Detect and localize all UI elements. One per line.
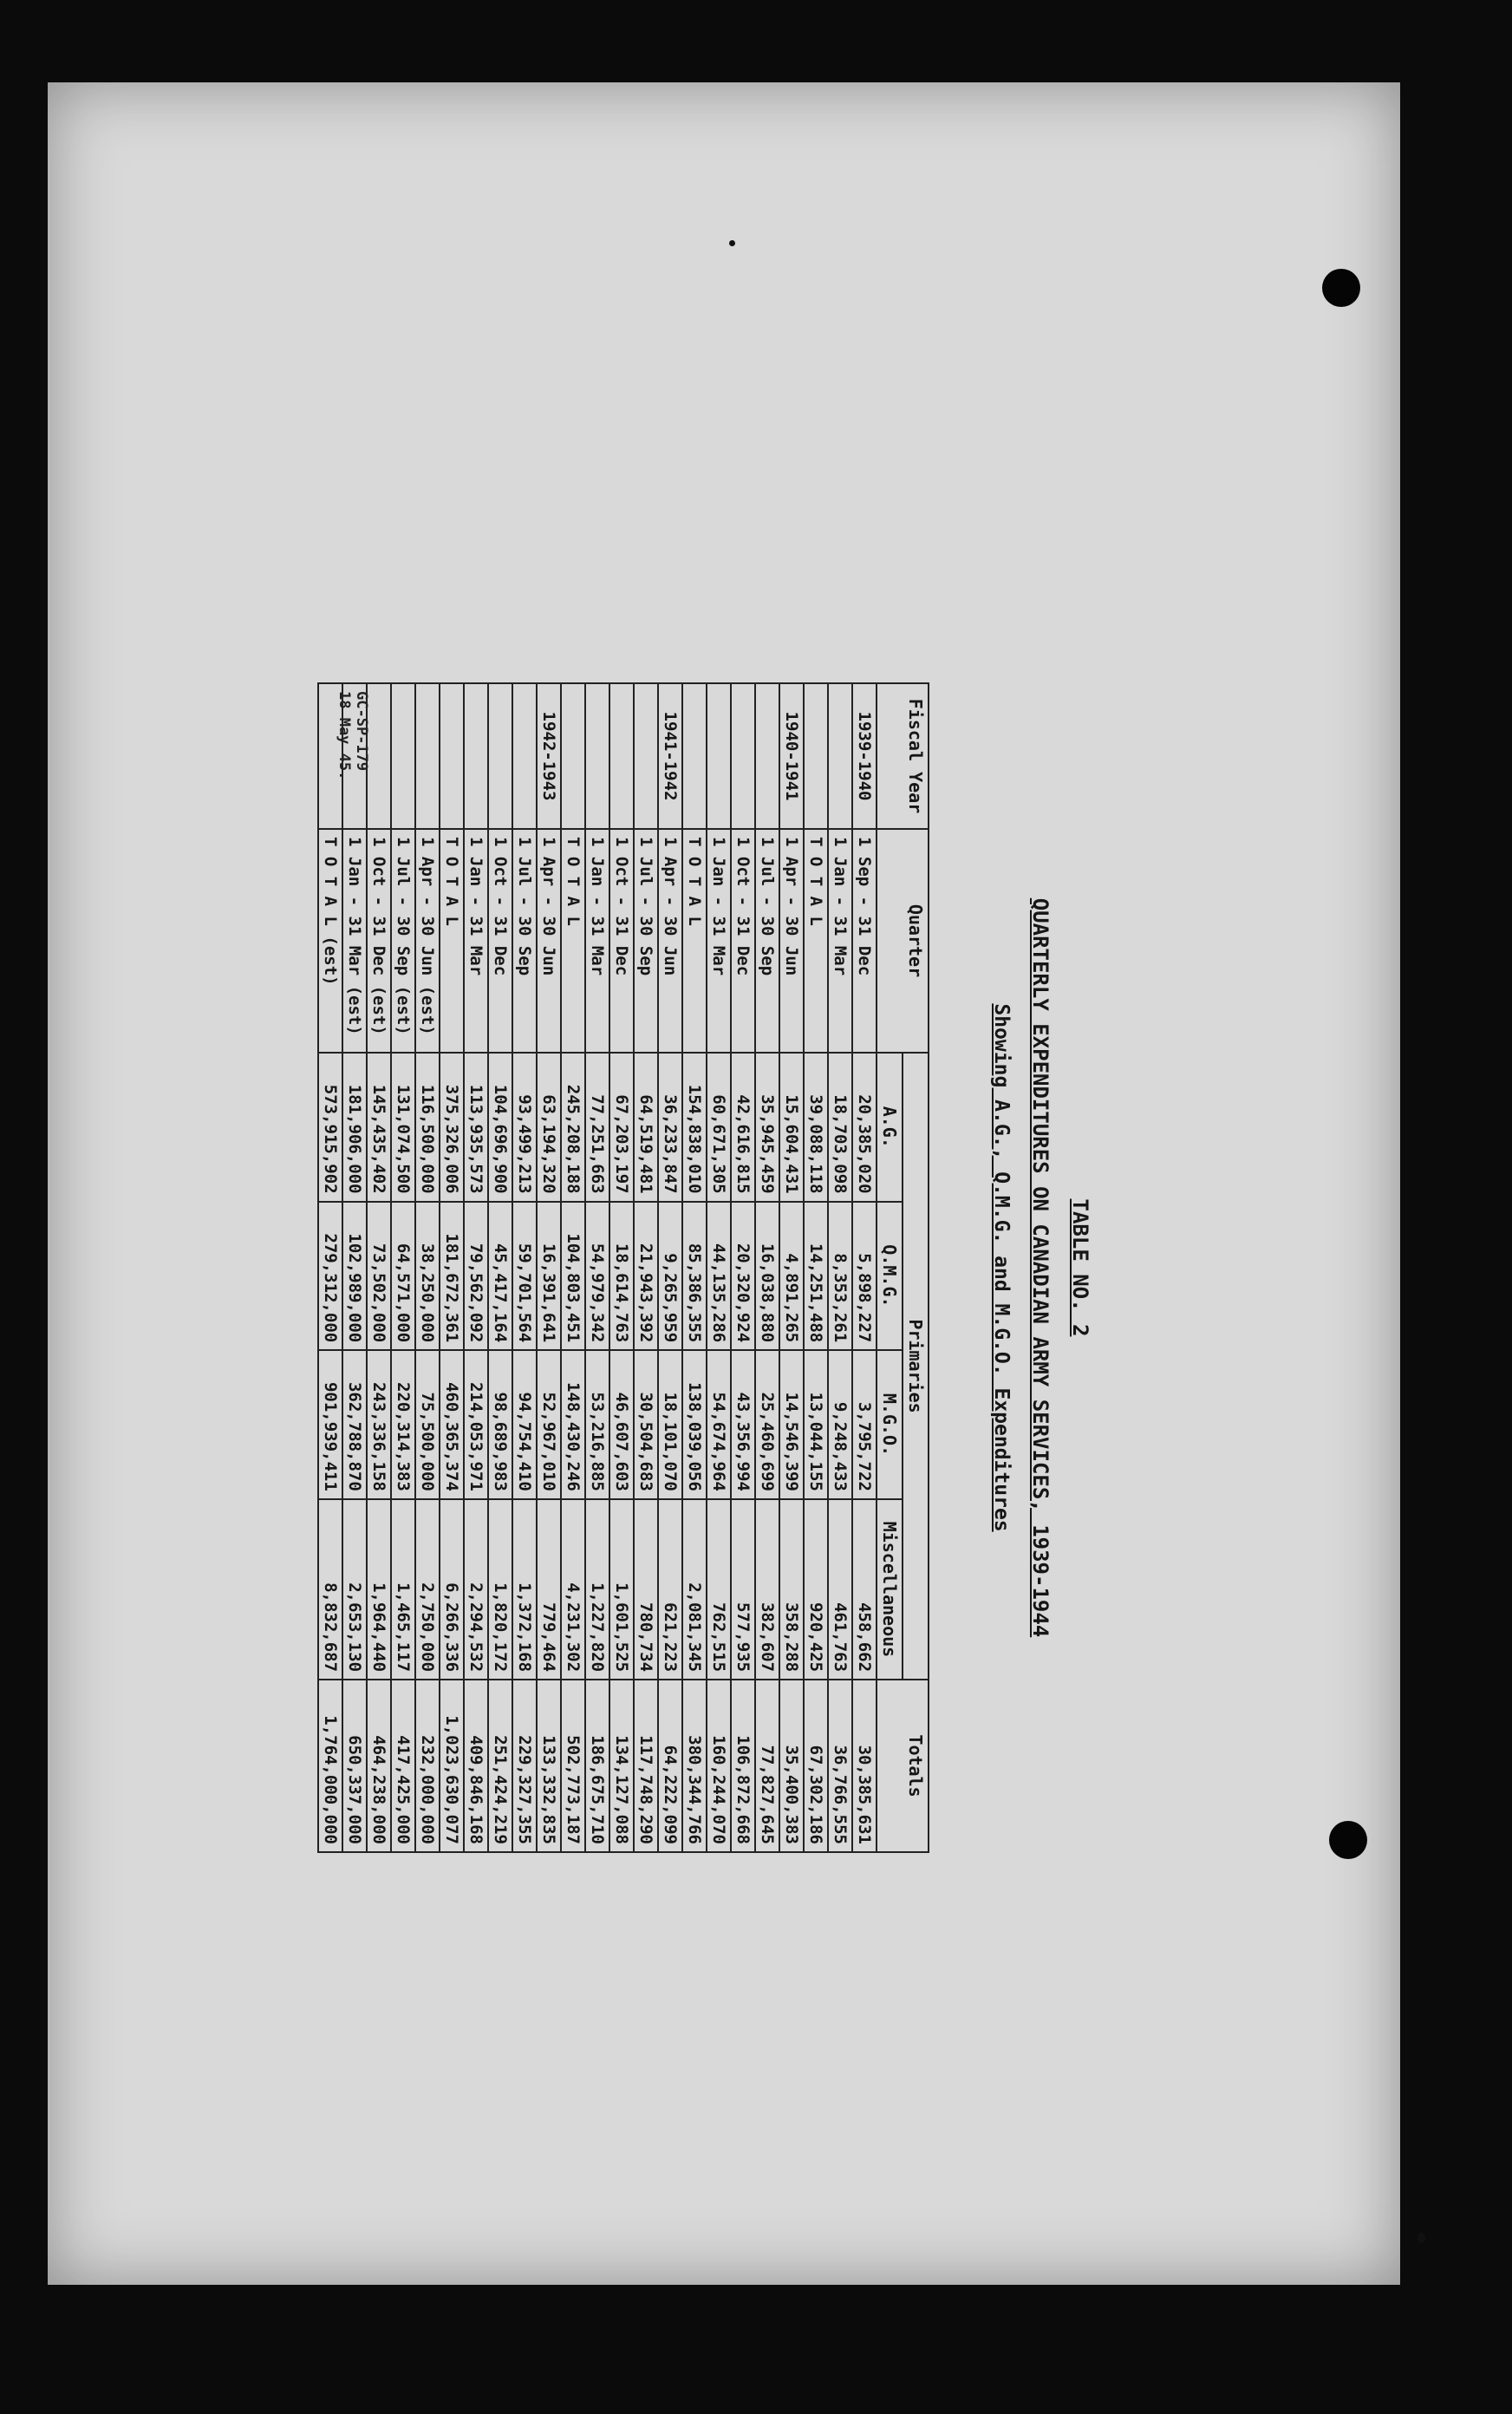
quarter-cell: 1 Apr - 30 Jun (est) [415,829,440,1053]
misc-cell: 4,231,302 [561,1499,585,1680]
misc-cell: 577,935 [731,1499,755,1680]
quarter-cell: T O T A L [804,829,828,1053]
mgo-cell: 460,365,374 [440,1350,464,1499]
fiscal-year-cell [609,683,634,829]
qmg-cell: 5,898,227 [852,1202,877,1351]
misc-cell: 382,607 [755,1499,779,1680]
fiscal-year-cell [415,683,440,829]
ag-cell: 63,194,320 [537,1053,561,1202]
ag-cell: 42,616,815 [731,1053,755,1202]
totals-cell: 380,344,766 [682,1680,707,1852]
mgo-cell: 901,939,411 [318,1350,342,1499]
fiscal-year-cell [367,683,391,829]
quarter-cell: 1 Apr - 30 Jun [658,829,682,1053]
quarter-cell: 1 Jan - 31 Mar [828,829,852,1053]
quarter-cell: 1 Oct - 31 Dec [609,829,634,1053]
totals-cell: 106,872,668 [731,1680,755,1852]
qmg-cell: 45,417,164 [488,1202,512,1351]
header-totals: Totals [877,1680,929,1852]
qmg-cell: 279,312,000 [318,1202,342,1351]
misc-cell: 358,288 [779,1499,804,1680]
qmg-cell: 14,251,488 [804,1202,828,1351]
table-row [755,683,779,1852]
qmg-cell: 21,943,392 [634,1202,658,1351]
table-subtitle: Showing A.G., Q.M.G. and M.G.O. Expenditures [990,1003,1013,1532]
totals-cell: 232,000,000 [415,1680,440,1852]
qmg-cell: 16,038,880 [755,1202,779,1351]
totals-cell: 134,127,088 [609,1680,634,1852]
qmg-cell: 20,320,924 [731,1202,755,1351]
table-row [367,683,391,1852]
totals-cell: 36,766,555 [828,1680,852,1852]
ag-cell: 36,233,847 [658,1053,682,1202]
header-mgo: M.G.O. [877,1350,903,1499]
mgo-cell: 18,101,070 [658,1350,682,1499]
fiscal-year-cell [634,683,658,829]
table-row [609,683,634,1852]
fiscal-year-cell [828,683,852,829]
table-row [512,683,537,1852]
header-quarter: Quarter [877,829,929,1053]
qmg-cell: 16,391,641 [537,1202,561,1351]
qmg-cell: 59,701,564 [512,1202,537,1351]
fiscal-year-cell [561,683,585,829]
totals-cell: 133,332,835 [537,1680,561,1852]
qmg-cell: 85,386,355 [682,1202,707,1351]
qmg-cell: 104,803,451 [561,1202,585,1351]
table-total-row [804,683,828,1852]
table-row [537,683,561,1852]
mgo-cell: 25,460,699 [755,1350,779,1499]
misc-cell: 920,425 [804,1499,828,1680]
fiscal-year-cell: 1942-1943 [537,683,561,829]
mgo-cell: 75,500,000 [415,1350,440,1499]
ag-cell: 15,604,431 [779,1053,804,1202]
quarter-cell: 1 Oct - 31 Dec (est) [367,829,391,1053]
table-total-row [318,683,342,1852]
quarter-cell: 1 Oct - 31 Dec [488,829,512,1053]
totals-cell: 229,327,355 [512,1680,537,1852]
mgo-cell: 138,039,056 [682,1350,707,1499]
ag-cell: 104,696,900 [488,1053,512,1202]
ag-cell: 20,385,020 [852,1053,877,1202]
table-row [658,683,682,1852]
header-fiscal-year: Fiscal Year [877,683,929,829]
totals-cell: 35,400,383 [779,1680,804,1852]
quarter-cell: 1 Apr - 30 Jun [779,829,804,1053]
mgo-cell: 43,356,994 [731,1350,755,1499]
qmg-cell: 9,265,959 [658,1202,682,1351]
ag-cell: 181,906,000 [342,1053,367,1202]
file-reference-line-2: 18 May 45. [336,691,353,780]
mgo-cell: 3,795,722 [852,1350,877,1499]
totals-cell: 77,827,645 [755,1680,779,1852]
header-qmg: Q.M.G. [877,1202,903,1351]
fiscal-year-cell [440,683,464,829]
quarter-cell: T O T A L [561,829,585,1053]
ag-cell: 77,251,663 [585,1053,609,1202]
table-row [707,683,731,1852]
fiscal-year-cell: 1940-1941 [779,683,804,829]
misc-cell: 1,601,525 [609,1499,634,1680]
fiscal-year-cell [488,683,512,829]
fiscal-year-cell [585,683,609,829]
table-total-row [682,683,707,1852]
fiscal-year-cell [755,683,779,829]
title-block [938,682,1111,1853]
mgo-cell: 14,546,399 [779,1350,804,1499]
header-row-top [903,683,929,1852]
totals-cell: 1,764,000,000 [318,1680,342,1852]
misc-cell: 2,294,532 [464,1499,488,1680]
misc-cell: 1,964,440 [367,1499,391,1680]
misc-cell: 8,832,687 [318,1499,342,1680]
ag-cell: 64,519,481 [634,1053,658,1202]
misc-cell: 2,081,345 [682,1499,707,1680]
misc-cell: 2,653,130 [342,1499,367,1680]
misc-cell: 1,372,168 [512,1499,537,1680]
quarter-cell: 1 Jan - 31 Mar [585,829,609,1053]
quarter-cell: 1 Jul - 30 Sep [755,829,779,1053]
misc-cell: 762,515 [707,1499,731,1680]
table-total-row [561,683,585,1852]
ag-cell: 131,074,500 [391,1053,415,1202]
quarter-cell: 1 Sep - 31 Dec [852,829,877,1053]
ag-cell: 116,500,000 [415,1053,440,1202]
file-reference-note [336,691,370,780]
mgo-cell: 13,044,155 [804,1350,828,1499]
ag-cell: 573,915,902 [318,1053,342,1202]
quarter-cell: T O T A L [440,829,464,1053]
file-reference-line-1: GC-SP-179 [353,691,370,772]
ag-cell: 245,208,188 [561,1053,585,1202]
mgo-cell: 362,788,870 [342,1350,367,1499]
table-title: QUARTERLY EXPENDITURES ON CANADIAN ARMY SERVICES, 1939-1944 [1028,897,1053,1638]
quarter-cell: 1 Jan - 31 Mar [707,829,731,1053]
mgo-cell: 94,754,410 [512,1350,537,1499]
table-total-row [440,683,464,1852]
table-row [342,683,367,1852]
table-row [779,683,804,1852]
ag-cell: 39,088,118 [804,1053,828,1202]
fiscal-year-cell [391,683,415,829]
qmg-cell: 181,672,361 [440,1202,464,1351]
mgo-cell: 9,248,433 [828,1350,852,1499]
fiscal-year-cell [512,683,537,829]
ag-cell: 375,326,006 [440,1053,464,1202]
table-row [488,683,512,1852]
totals-cell: 186,675,710 [585,1680,609,1852]
misc-cell: 461,763 [828,1499,852,1680]
quarter-cell: 1 Jan - 31 Mar [464,829,488,1053]
misc-cell: 458,662 [852,1499,877,1680]
table-row [585,683,609,1852]
qmg-cell: 18,614,763 [609,1202,634,1351]
qmg-cell: 38,250,000 [415,1202,440,1351]
ag-cell: 67,203,197 [609,1053,634,1202]
table-row [464,683,488,1852]
quarter-cell: T O T A L (est) [318,829,342,1053]
ag-cell: 154,838,010 [682,1053,707,1202]
totals-cell: 64,222,099 [658,1680,682,1852]
fiscal-year-cell [464,683,488,829]
qmg-cell: 54,979,342 [585,1202,609,1351]
totals-cell: 1,023,630,077 [440,1680,464,1852]
punch-hole-top [1322,269,1360,307]
table-number: TABLE NO. 2 [1068,1198,1092,1337]
misc-cell: 1,465,117 [391,1499,415,1680]
quarter-cell: 1 Oct - 31 Dec [731,829,755,1053]
fiscal-year-cell: 1939-1940 [852,683,877,829]
mgo-cell: 46,607,603 [609,1350,634,1499]
ag-cell: 145,435,402 [367,1053,391,1202]
misc-cell: 621,223 [658,1499,682,1680]
mgo-cell: 54,674,964 [707,1350,731,1499]
mgo-cell: 220,314,383 [391,1350,415,1499]
totals-cell: 502,773,187 [561,1680,585,1852]
misc-cell: 1,227,820 [585,1499,609,1680]
mgo-cell: 98,689,983 [488,1350,512,1499]
ag-cell: 113,935,573 [464,1053,488,1202]
quarter-cell: 1 Jul - 30 Sep [634,829,658,1053]
qmg-cell: 73,502,000 [367,1202,391,1351]
mgo-cell: 53,216,885 [585,1350,609,1499]
qmg-cell: 102,989,000 [342,1202,367,1351]
ink-speck [729,240,735,246]
table-row [731,683,755,1852]
ink-speck [1418,2233,1425,2243]
qmg-cell: 44,135,286 [707,1202,731,1351]
qmg-cell: 79,562,092 [464,1202,488,1351]
totals-cell: 650,337,000 [342,1680,367,1852]
totals-cell: 160,244,070 [707,1680,731,1852]
ag-cell: 60,671,305 [707,1053,731,1202]
misc-cell: 2,750,000 [415,1499,440,1680]
ag-cell: 93,499,213 [512,1053,537,1202]
header-ag: A.G. [877,1053,903,1202]
misc-cell: 1,820,172 [488,1499,512,1680]
header-misc: Miscellaneous [877,1499,903,1680]
table-row [828,683,852,1852]
fiscal-year-cell: 1941-1942 [658,683,682,829]
mgo-cell: 243,336,158 [367,1350,391,1499]
fiscal-year-cell [682,683,707,829]
quarter-cell: 1 Jul - 30 Sep [512,829,537,1053]
totals-cell: 464,238,000 [367,1680,391,1852]
expenditure-table [317,682,929,1853]
table-row [391,683,415,1852]
ag-cell: 18,703,098 [828,1053,852,1202]
misc-cell: 6,266,336 [440,1499,464,1680]
fiscal-year-cell [707,683,731,829]
misc-cell: 779,464 [537,1499,561,1680]
misc-cell: 780,734 [634,1499,658,1680]
mgo-cell: 148,430,246 [561,1350,585,1499]
qmg-cell: 8,353,261 [828,1202,852,1351]
mgo-cell: 30,504,683 [634,1350,658,1499]
totals-cell: 409,846,168 [464,1680,488,1852]
rotated-table-content [321,682,1111,1853]
totals-cell: 30,385,631 [852,1680,877,1852]
quarter-cell: 1 Jul - 30 Sep (est) [391,829,415,1053]
qmg-cell: 64,571,000 [391,1202,415,1351]
totals-cell: 417,425,000 [391,1680,415,1852]
quarter-cell: T O T A L [682,829,707,1053]
mgo-cell: 52,967,010 [537,1350,561,1499]
quarter-cell: 1 Jan - 31 Mar (est) [342,829,367,1053]
totals-cell: 251,424,219 [488,1680,512,1852]
quarter-cell: 1 Apr - 30 Jun [537,829,561,1053]
header-primaries: Primaries [903,1053,929,1680]
fiscal-year-cell [804,683,828,829]
fiscal-year-cell [731,683,755,829]
table-row [634,683,658,1852]
table-row [415,683,440,1852]
qmg-cell: 4,891,265 [779,1202,804,1351]
totals-cell: 117,748,290 [634,1680,658,1852]
table-row [852,683,877,1852]
totals-cell: 67,302,186 [804,1680,828,1852]
table-body [318,683,877,1852]
punch-hole-bottom [1329,1821,1367,1859]
mgo-cell: 214,053,971 [464,1350,488,1499]
ag-cell: 35,945,459 [755,1053,779,1202]
